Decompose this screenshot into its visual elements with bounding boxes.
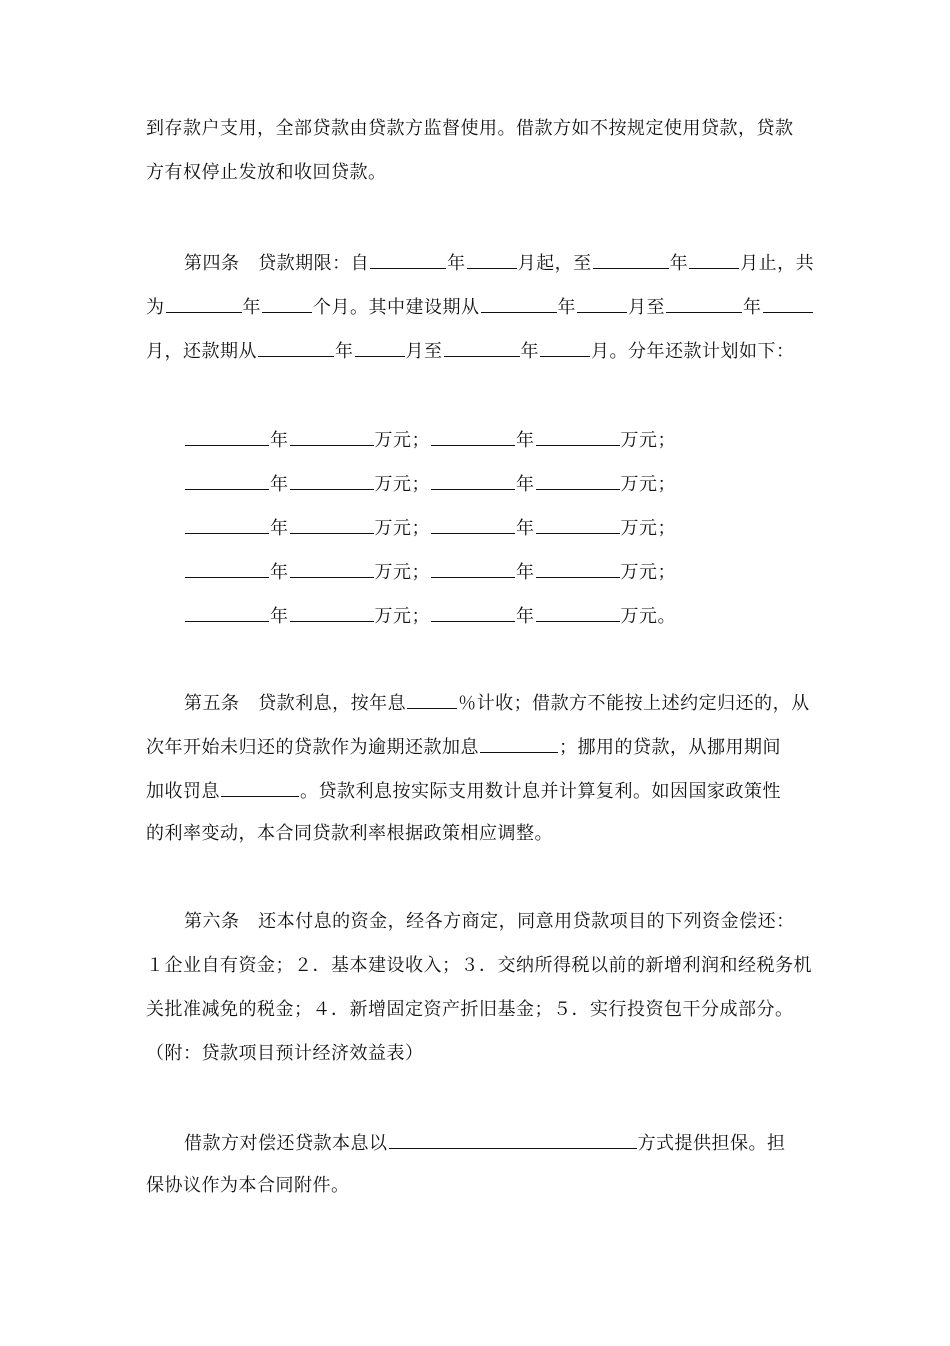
article-6-line-4: （附：贷款项目预计经济效益表） <box>146 1043 424 1064</box>
article-5-line-3: 加收罚息 。贷款利息按实际支用数计息并计算复利。如因国家政策性 <box>146 778 781 804</box>
repayment-plan-row: 年 万元； 年 万元； <box>184 427 676 453</box>
article-4-line-2: 为 年 个月。其中建设期从 年 月至 年 <box>146 294 814 320</box>
article-5-line-1: 第五条 贷款利息，按年息 ％计收；借款方不能按上述约定归还的，从 <box>184 690 810 716</box>
guarantee-line-2: 保协议作为本合同附件。 <box>146 1175 350 1196</box>
article-5-line-4: 的利率变动，本合同贷款利率根据政策相应调整。 <box>146 823 553 844</box>
article-heading: 第五条 <box>184 693 240 714</box>
article-heading: 第六条 <box>184 911 240 932</box>
article-5-line-2: 次年开始未归还的贷款作为逾期还款加息 ；挪用的贷款，从挪用期间 <box>146 734 781 760</box>
text-line: 方有权停止发放和收回贷款。 <box>146 162 387 183</box>
article-4-line-3: 月，还款期从 年 月至 年 月。分年还款计划如下： <box>146 338 795 364</box>
guarantee-line-1: 借款方对偿还贷款本息以 方式提供担保。担 <box>184 1130 786 1156</box>
repayment-plan-row: 年 万元； 年 万元； <box>184 559 676 585</box>
text-line: 到存款户支用，全部贷款由贷款方监督使用。借款方如不按规定使用贷款，贷款 <box>146 118 794 139</box>
article-6-line-1: 第六条 还本付息的资金，经各方商定，同意用贷款项目的下列资金偿还： <box>184 911 795 932</box>
repayment-plan-row: 年 万元； 年 万元； <box>184 471 676 497</box>
repayment-plan-row: 年 万元； 年 万元。 <box>184 603 676 629</box>
article-heading: 第四条 <box>184 253 240 274</box>
repayment-plan-row: 年 万元； 年 万元； <box>184 515 676 541</box>
article-6-line-2: １企业自有资金；２．基本建设收入；３．交纳所得税以前的新增利润和经税务机 <box>146 955 812 976</box>
article-6-line-3: 关批准减免的税金；４．新增固定资产折旧基金；５．实行投资包干分成部分。 <box>146 999 794 1020</box>
article-4-line-1: 第四条 贷款期限：自 年 月起，至 年 月止，共 <box>184 250 814 276</box>
